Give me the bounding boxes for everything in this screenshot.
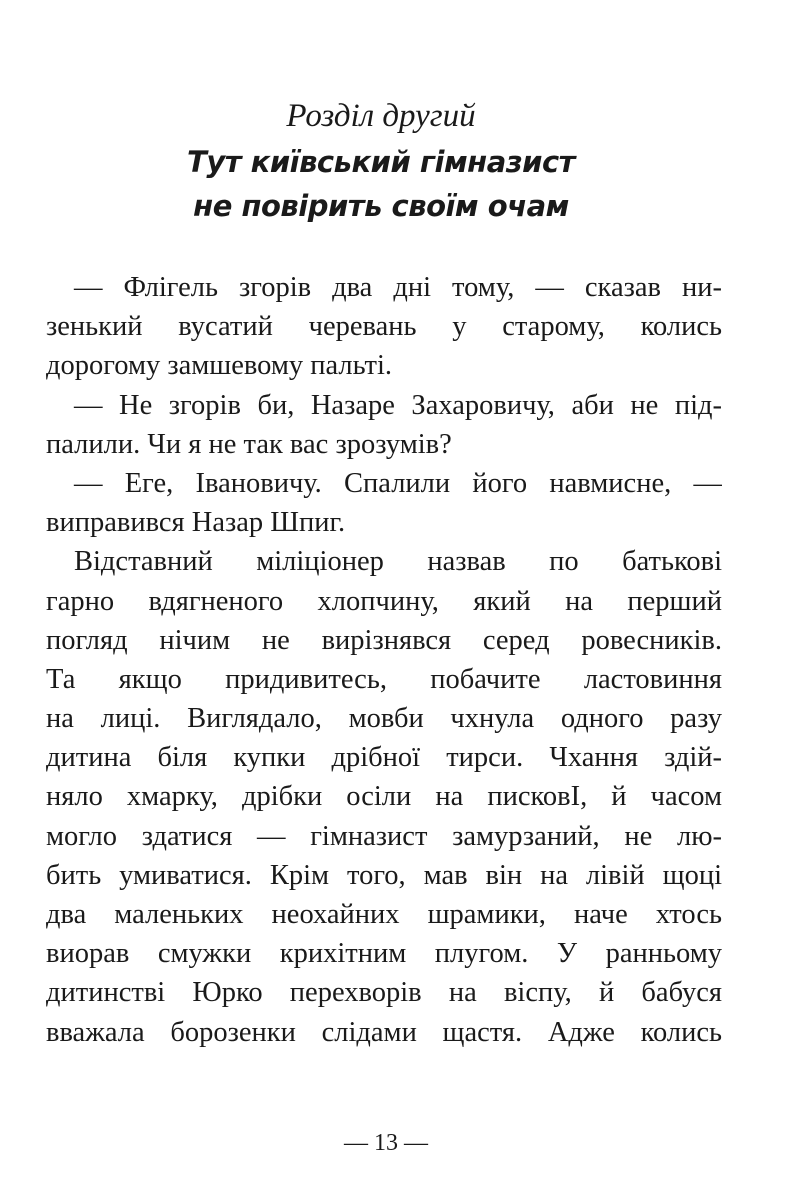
text-line: дитинстві Юрко перехворів на віспу, й бабуся	[46, 977, 722, 1009]
text-line: дитина біля купки дрібної тирси. Чхання здій-	[46, 742, 722, 774]
chapter-label: Розділ другий	[286, 98, 476, 134]
chapter-title	[0, 140, 762, 228]
text-line: дорогому замшевому пальті.	[46, 350, 393, 382]
text-line: — Еге, Івановичу. Спалили його навмисне, —	[74, 467, 722, 499]
text-line: виправився Назар Шпиг.	[46, 507, 346, 539]
text-line: два маленьких неохайних шрамики, наче хтось	[46, 899, 722, 930]
text-line: погляд нічим не вирізнявся серед ровесників.	[46, 624, 722, 656]
chapter-title-line: Тут київський гімназист	[187, 145, 575, 179]
text-line: зенький вусатий черевань у старому, колись	[46, 311, 722, 343]
text-line: гарно вдягненого хлопчину, який на перший	[46, 585, 722, 617]
text-line: Відставний міліціонер назвав по батькові	[74, 546, 722, 578]
text-line: на лиці. Виглядало, мовби чхнула одного разу	[46, 703, 722, 735]
text-line: — Флігель згорів два дні тому, — сказав ни-	[74, 272, 722, 303]
text-line: Та якщо придивитесь, побачите ластовиння	[46, 663, 722, 695]
chapter-title-line: не повірить своїм очам	[193, 189, 569, 223]
text-line: бить умиватися. Крім того, мав він на лівій щоці	[46, 859, 722, 891]
text-line: виорав смужки крихітним плугом. У ранньому	[46, 938, 722, 970]
text-line: — Не згорів би, Назаре Захаровичу, аби не під-	[74, 389, 722, 421]
text-line: вважала борозенки слідами щастя. Адже колись	[46, 1016, 722, 1048]
chapter-body-text	[46, 268, 722, 1052]
text-line: няло хмарку, дрібки осіли на писковІ, й часом	[46, 781, 722, 813]
text-line: могло здатися — гімназист замурзаний, не лю-	[46, 820, 722, 852]
text-line: палили. Чи я не так вас зрозумів?	[46, 428, 452, 460]
page-number: — 13 —	[344, 1130, 428, 1156]
